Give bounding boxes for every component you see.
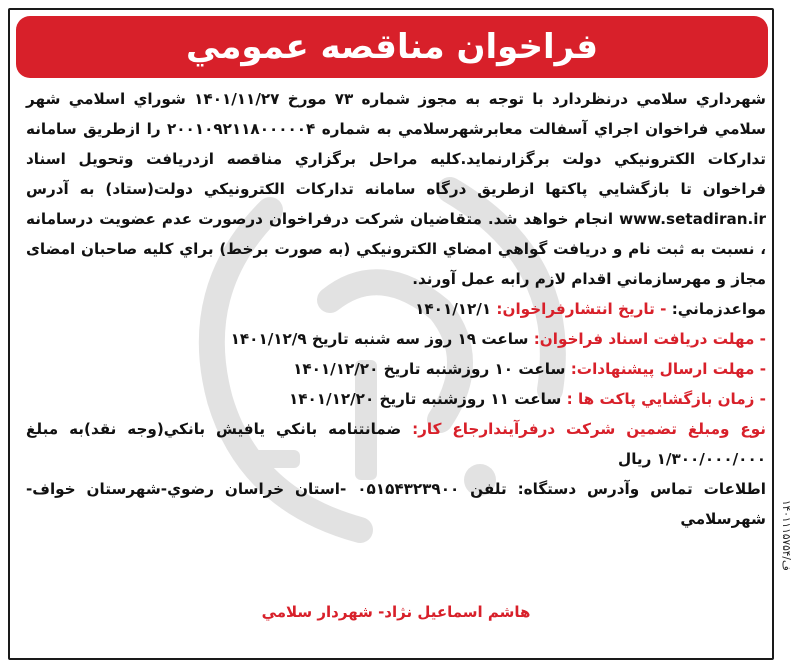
contact-text: اطلاعات تماس وآدرس دستگاه: تلفن ۰۵۱۵۴۳۲۳۹۰۰ -استان خراسان رضوي-شهرستان خواف- شهرسلامي xyxy=(26,480,766,528)
ad-code: ۱۴۰۱۱۱۵۷۵۴/ف xyxy=(780,500,792,571)
intro-paragraph xyxy=(26,84,766,294)
schedule-value: ۱۴۰۱/۱۲/۱ xyxy=(415,300,492,318)
schedule-label: - مهلت دريافت اسناد فراخوان: xyxy=(533,330,766,348)
contact-paragraph xyxy=(26,474,766,534)
notice-body xyxy=(26,84,766,534)
portal-link[interactable]: www.setadiran.ir xyxy=(619,210,766,228)
schedule-label: - زمان بازگشايي پاكت ها : xyxy=(566,390,766,408)
schedule-value: ساعت ۱۱ روزشنبه تاريخ ۱۴۰۱/۱۲/۲۰ xyxy=(288,390,562,408)
schedule-row-publish xyxy=(26,294,766,324)
guarantee-label: نوع ومبلغ تضمين شركت درفرآيندارجاع كار: xyxy=(412,420,766,438)
schedule-label: - مهلت ارسال پيشنهادات: xyxy=(570,360,766,378)
schedule-row-documents xyxy=(26,324,766,354)
guarantee-text: ضمانتنامه بانكي يافيش بانكي(وجه نقد)به مبلغ ۱/۳۰۰/۰۰۰/۰۰۰ ريال xyxy=(26,420,766,468)
schedule-title: مواعدزماني: xyxy=(671,300,766,318)
guarantee-paragraph xyxy=(26,414,766,474)
signature: هاشم اسماعيل نژاد- شهردار سلامي xyxy=(261,603,531,621)
intro-text-continued: انجام خواهد شد. متقاضيان شركت درفراخوان درصورت عدم عضويت درسامانه ، نسبت به ثبت نام و دريافت گواهي امضاي الكترونيكي (به صورت برخط) براي كليه صاحبان امضاى مجاز و مهرسازماني اقدام لازم رابه عمل آورند. xyxy=(26,210,766,288)
schedule-value: ساعت ۱۰ روزشنبه تاريخ ۱۴۰۱/۱۲/۲۰ xyxy=(293,360,566,378)
schedule-row-opening xyxy=(26,384,766,414)
schedule-row-proposals xyxy=(26,354,766,384)
page-title: فراخوان مناقصه عمومي xyxy=(185,27,599,67)
title-banner xyxy=(16,16,768,78)
schedule-value: ساعت ۱۹ روز سه شنبه تاريخ ۱۴۰۱/۱۲/۹ xyxy=(230,330,529,348)
intro-text: شهرداري سلامي درنظردارد با توجه به مجوز شماره ۷۳ مورخ ۱۴۰۱/۱۱/۲۷ شوراي اسلامي شهر سلامي فراخوان اجراي آسفالت معابرشهرسلامي به شماره ۲۰۰۱۰۹۲۱۱۸۰۰۰۰۰۴ را ازطريق سامانه تداركات الكترونيكي دولت برگزارنمايد.كليه مراحل برگزاري مناقصه ازدريافت وتحويل اسناد فراخوان تا بازگشايي پاكتها ازطريق درگاه سامانه تداركات الكترونيكي دولت(ستاد) به آدرس xyxy=(26,90,766,198)
schedule-label: - تاريخ انتشارفراخوان: xyxy=(496,300,667,318)
